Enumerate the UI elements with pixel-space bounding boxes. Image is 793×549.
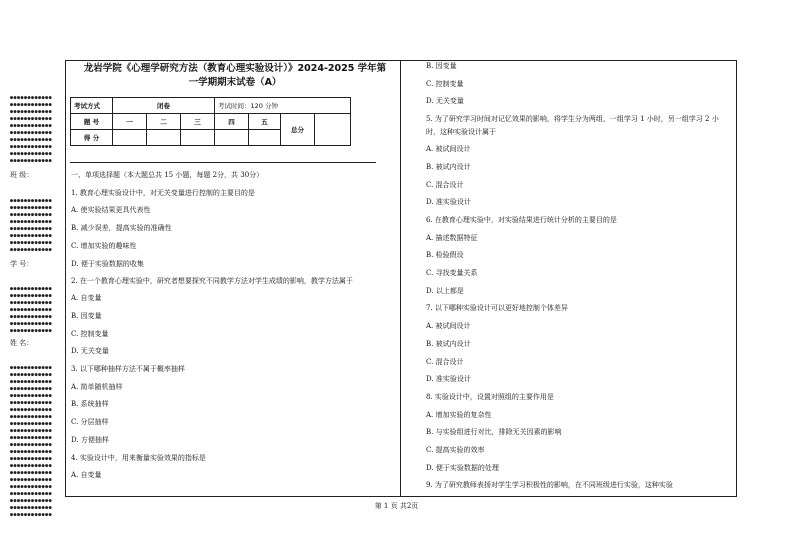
total-score-cell bbox=[315, 114, 351, 146]
answer-option: D. 准实验设计 bbox=[426, 375, 471, 384]
answer-option: D. 方便抽样 bbox=[71, 435, 109, 444]
score-table bbox=[70, 97, 351, 146]
binding-line-dots: ●●●●●●●●●●●● ●●●●●●●●●●●● ●●●●●●●●●●●● ●●●●●●●●●●●● ●●●●●●●●●●●● ●●●●●●●●●●●● ●●●●●●●●●●●● ●●●●●●●●●●●● ●●●●●●●●●●●● ●●●●●●●●●●●● bbox=[10, 95, 53, 164]
student-id-label: 学 号： bbox=[10, 260, 34, 268]
answer-option: B. 因变量 bbox=[71, 311, 102, 320]
answer-option: B. 与实验组进行对比，排除无关因素的影响 bbox=[426, 428, 562, 437]
answer-option: B. 被试内设计 bbox=[426, 162, 471, 171]
section-divider bbox=[70, 162, 376, 163]
answer-option: A. 增加实验的复杂性 bbox=[426, 410, 492, 419]
answer-option: A. 自变量 bbox=[71, 471, 102, 480]
answer-option: A. 简单随机抽样 bbox=[71, 382, 123, 391]
score-col-5: 五 bbox=[249, 114, 281, 130]
answer-option: D. 便于实验数据的处理 bbox=[426, 463, 499, 472]
score-cell bbox=[113, 130, 147, 146]
answer-option: D. 无关变量 bbox=[71, 347, 109, 356]
binding-line-dots: ●●●●●●●●●●●● ●●●●●●●●●●●● ●●●●●●●●●●●● ●●●●●●●●●●●● ●●●●●●●●●●●● ●●●●●●●●●●●● ●●●●●●●●●●●● ●●●●●●●●●●●● bbox=[10, 198, 53, 253]
score-col-4: 四 bbox=[215, 114, 249, 130]
answer-option: B. 因变量 bbox=[426, 62, 457, 70]
exam-method-label: 考试方式 bbox=[71, 98, 113, 114]
question-text: 9. 为了研究教师表扬对学生学习积极性的影响，在不同班级进行实验，这种实验 bbox=[426, 481, 673, 490]
answer-option: C. 控制变量 bbox=[71, 329, 109, 338]
answer-option: A. 被试间设计 bbox=[426, 145, 471, 154]
question-text: 6. 在教育心理实验中，对实验结果进行统计分析的主要目的是 bbox=[426, 215, 617, 224]
section-heading: 一、单项选择题（本大题总共 15 小题，每题 2分，共 30分） bbox=[71, 171, 264, 179]
score-row-label: 得 分 bbox=[71, 130, 113, 146]
score-cell bbox=[215, 130, 249, 146]
answer-option: C. 混合设计 bbox=[426, 180, 464, 189]
answer-option: B. 减少误差，提高实验的准确性 bbox=[71, 224, 172, 233]
question-text: 4. 实验设计中，用来衡量实验效果的指标是 bbox=[71, 453, 206, 462]
answer-option: C. 混合设计 bbox=[426, 357, 464, 366]
total-score-label: 总分 bbox=[281, 114, 315, 146]
score-col-1: 一 bbox=[113, 114, 147, 130]
title-line-2: 一学期期末试卷（A） bbox=[188, 77, 282, 88]
page-number: 第 1 页 共2页 bbox=[374, 502, 419, 510]
score-cell bbox=[147, 130, 181, 146]
question-text: 5. 为了研究学习时间对记忆效果的影响，将学生分为两组，一组学习 1 小时，另一组学习 2 小时，这种实验设计属于 bbox=[426, 115, 719, 137]
question-text: 1. 教育心理实验设计中，对无关变量进行控制的主要目的是 bbox=[71, 188, 255, 197]
answer-option: A. 使实验结果更具代表性 bbox=[71, 206, 151, 215]
answer-option: B. 检验假设 bbox=[426, 251, 464, 260]
exam-title bbox=[70, 62, 400, 90]
title-line-1: 龙岩学院《心理学研究方法（教育心理实验设计）》2024-2025 学年第 bbox=[83, 63, 387, 74]
binding-line-dots: ●●●●●●●●●●●● ●●●●●●●●●●●● ●●●●●●●●●●●● ●●●●●●●●●●●● ●●●●●●●●●●●● ●●●●●●●●●●●● ●●●●●●●●●●●● bbox=[10, 286, 53, 334]
score-cell bbox=[249, 130, 281, 146]
right-question-column bbox=[426, 58, 731, 495]
score-col-3: 三 bbox=[181, 114, 215, 130]
score-cell bbox=[181, 130, 215, 146]
left-question-column bbox=[71, 167, 391, 485]
answer-option: D. 准实验设计 bbox=[426, 198, 471, 207]
answer-option: C. 控制变量 bbox=[426, 79, 464, 88]
score-col-2: 二 bbox=[147, 114, 181, 130]
answer-option: A. 被试间设计 bbox=[426, 322, 471, 331]
answer-option: C. 寻找变量关系 bbox=[426, 269, 478, 278]
name-label: 姓 名： bbox=[10, 339, 34, 347]
exam-time: 考试时间：120 分钟 bbox=[215, 98, 351, 114]
question-text: 7. 以下哪种实验设计可以更好地控制个体差异 bbox=[426, 304, 568, 313]
binding-line-dots: ●●●●●●●●●●●● ●●●●●●●●●●●● ●●●●●●●●●●●● ●●●●●●●●●●●● ●●●●●●●●●●●● ●●●●●●●●●●●● ●●●●●●●●●●●● ●●●●●●●●●●●● ●●●●●●●●●●●● ●●●●●●●●●●●● ●●●●●●●●●●●● ●●●●●●●●●●●● ●●●●●●●●●●●● ●●●●●●●●●●●● ●●●●●●●●●●●● ●●●●●●●●●●●● ●●●●●●●●●●●● ●●●●●●●●●●●● ●●●●●●●●●●●● ●●●●●●●●●●●● ●●●●●●●●●●●● ●●●●●●●●●●●● bbox=[10, 365, 53, 518]
answer-option: A. 描述数据特征 bbox=[426, 233, 478, 242]
question-number-label: 题 号 bbox=[71, 114, 113, 130]
column-divider bbox=[400, 60, 401, 497]
answer-option: C. 分层抽样 bbox=[71, 418, 109, 427]
question-text: 3. 以下哪种抽样方法不属于概率抽样 bbox=[71, 365, 185, 374]
answer-option: D. 无关变量 bbox=[426, 97, 464, 106]
answer-option: D. 以上都是 bbox=[426, 286, 464, 295]
question-text: 8. 实验设计中，设置对照组的主要作用是 bbox=[426, 392, 554, 401]
answer-option: B. 被试内设计 bbox=[426, 339, 471, 348]
question-text: 2. 在一个教育心理实验中，研究者想要探究不同教学方法对学生成绩的影响，教学方法属于 bbox=[71, 277, 353, 286]
answer-option: C. 增加实验的趣味性 bbox=[71, 241, 137, 250]
answer-option: B. 系统抽样 bbox=[71, 400, 109, 409]
answer-option: A. 自变量 bbox=[71, 294, 102, 303]
class-label: 班 级： bbox=[10, 171, 34, 179]
exam-method-value: 闭卷 bbox=[113, 98, 215, 114]
answer-option: D. 便于实验数据的收集 bbox=[71, 259, 144, 268]
answer-option: C. 提高实验的效率 bbox=[426, 446, 485, 455]
